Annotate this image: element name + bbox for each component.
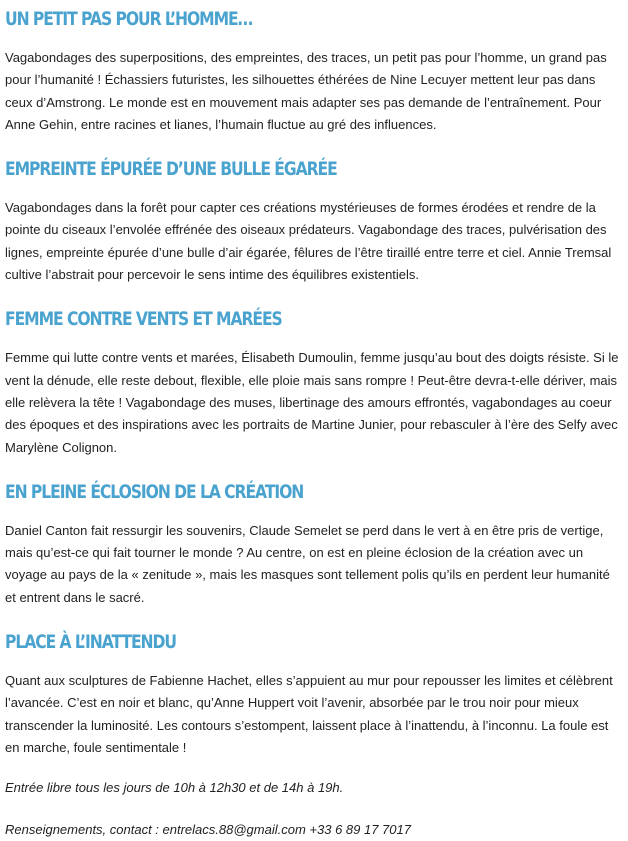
- opening-hours: Entrée libre tous les jours de 10h à 12h30 et de 14h à 19h.: [5, 780, 344, 796]
- section-title-petit-pas: UN PETIT PAS POUR L’HOMME…: [5, 8, 253, 30]
- section-text-eclosion: Daniel Canton fait ressurgir les souvenirs, Claude Semelet se perd dans le vert à en être pris de vertige, mais qu’est-ce qui fait tourner le monde ? Au centre, on est en pleine éclosion de la création avec un voyage au pays de la « zenitude », mais les masques sont tellement polis qu’ils en perdent leur humanité et entrent dans le sacré.: [5, 522, 610, 605]
- section-title-femme: FEMME CONTRE VENTS ET MARÉES: [5, 308, 282, 331]
- section-title-eclosion: EN PLEINE ÉCLOSION DE LA CRÉATION: [5, 480, 304, 503]
- article-body: [5, 0, 623, 841]
- section-text-empreinte: Vagabondages dans la forêt pour capter ces créations mystérieuses de formes érodées et rendre de la pointe du ciseaux l’envolée effrénée des oiseaux prédateurs. Vagabondage des traces, pulvérisation des lignes, empreinte épurée d’une bulle d’air égarée, fêlures de l’être tiraillé entre terre et ciel. Annie Tremsal cultive l’abstrait pour percevoir le sens intime des équilibres existentiels.: [5, 200, 612, 283]
- section-title-empreinte: EMPREINTE ÉPURÉE D’UNE BULLE ÉGARÉE: [5, 158, 337, 181]
- section-text-inattendu: Quant aux sculptures de Fabienne Hachet, elles s’appuient au mur pour repousser les limites et célèbrent l’avancée. C’est en noir et blanc, qu’Anne Huppert voit l’avenir, absorbée par le trou noir pour mieux transcender la luminosité. Les contours s’estompent, laissent place à l’inattendu, à l’inconnu. La foule est en marche, foule sentimentale !: [5, 673, 613, 755]
- contact-phone: +33 6 89 17 7017: [305, 822, 411, 838]
- section-title-inattendu: PLACE À L’INATTENDU: [5, 631, 176, 654]
- contact-email-link[interactable]: entrelacs.88@gmail.com: [162, 822, 306, 838]
- section-text-femme: Femme qui lutte contre vents et marées, Élisabeth Dumoulin, femme jusqu’au bout des doigts résiste. Si le vent la dénude, elle reste debout, flexible, elle ploie mais sans rompre ! Peut-être devra-t-elle dériver, mais elle relèvera la tête ! Vagabondage des muses, libertinage des amours effrontés, vagabondages au coeur des époques et des inspirations avec les portraits de Martine Junier, pour rebasculer à l’ère des Selfy avec Marylène Colignon.: [5, 350, 619, 455]
- contact-prefix: Renseignements, contact :: [5, 822, 163, 838]
- section-text-petit-pas: Vagabondages des superpositions, des empreintes, des traces, un petit pas pour l’homme, un grand pas pour l’humanité ! Échassiers futuristes, les silhouettes éthérées de Nine Lecuyer mettent leur pas dans ceux d’Amstrong. Le monde est en mouvement mais adapter ses pas demande de l’entraînement. Pour Anne Gehin, entre racines et lianes, l’humain fluctue au gré des influences.: [5, 50, 607, 132]
- contact-line: [5, 819, 623, 841]
